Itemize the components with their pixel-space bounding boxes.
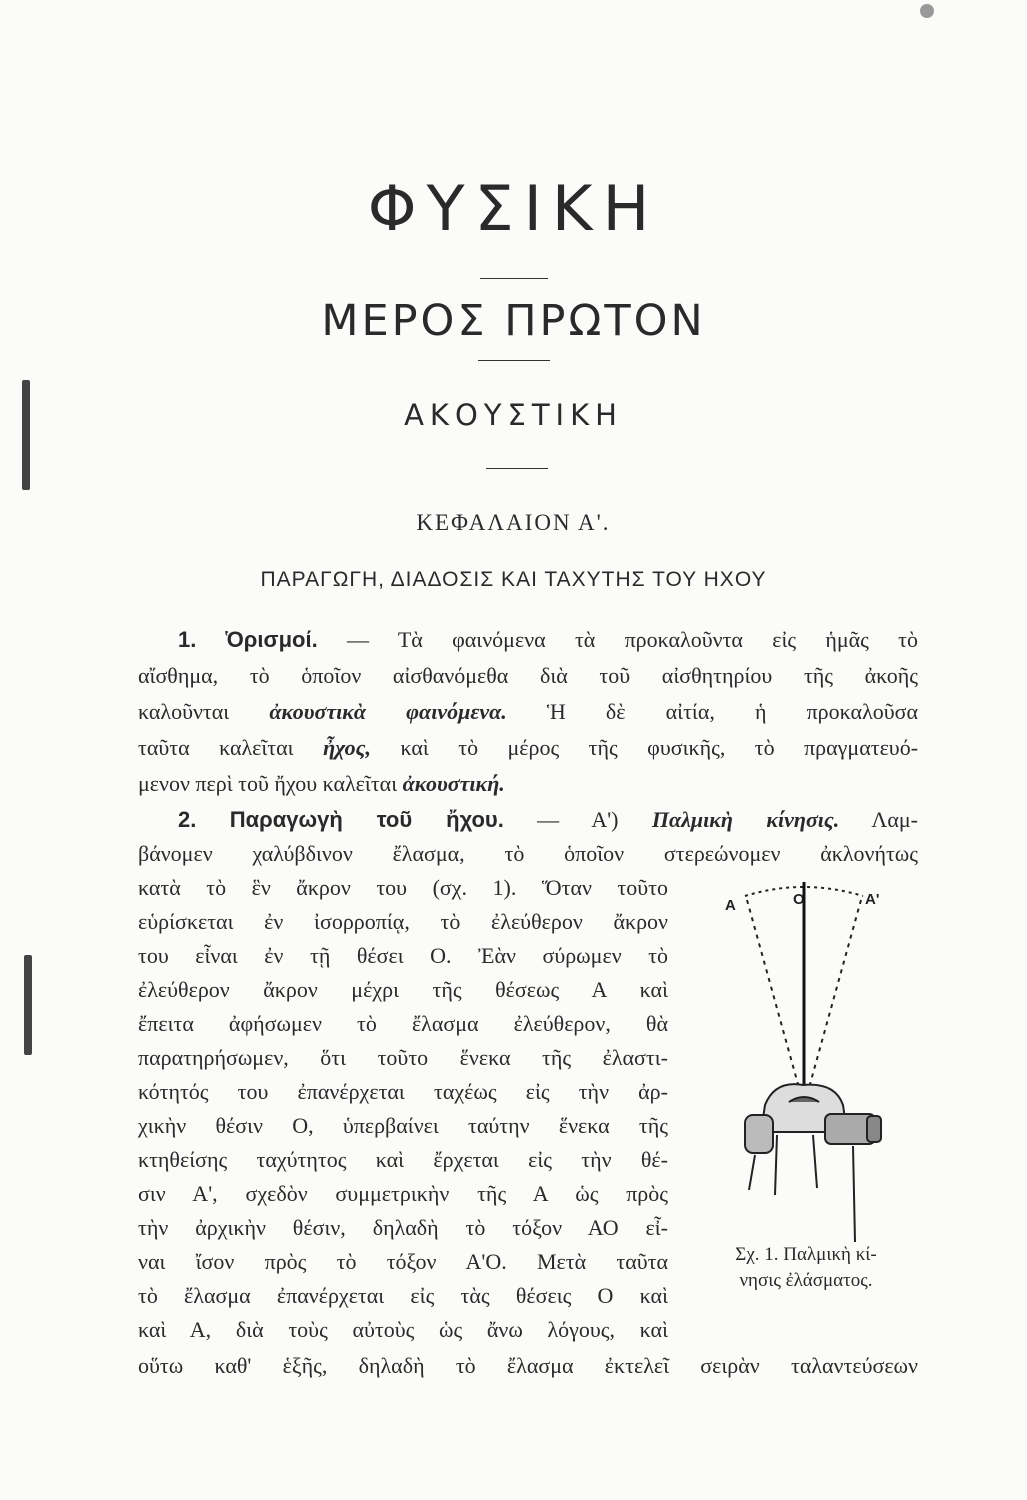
term: ἀκουστική. [402,771,505,796]
paragraph-line: κότητός του ἐπανέρχεται ταχέως εἰς τὴν ἀρ- [138,1079,668,1104]
divider [480,278,548,279]
paragraph-line: ναι ἴσον πρὸς τὸ τόξον Α'Ο. Μετὰ ταῦτα [138,1249,668,1274]
section-number: 2. [178,807,197,832]
divider [486,468,548,469]
section-heading: Παραγωγὴ τοῦ ἤχου. [229,807,504,832]
caption-line: Σχ. 1. Παλμικὴ κί- [735,1244,877,1265]
chapter-subtitle: ΠΑΡΑΓΩΓΗ, ΔΙΑΔΟΣΙΣ ΚΑΙ ΤΑΧΥΤΗΣ ΤΟΥ ΗΧΟΥ [260,568,767,591]
text-run: Λαμ- [871,807,918,832]
paragraph-line [178,804,918,836]
clamp-vise [745,1084,881,1242]
scan-speck [920,4,934,18]
text-run: μενον περὶ τοῦ ἤχου καλεῖται [138,771,398,796]
paragraph-line: παρατηρήσωμεν, ὅτι τοῦτο ἕνεκα τῆς ἐλαστι- [138,1045,668,1070]
text-run: — Τὰ φαινόμενα τὰ προκαλοῦντα εἰς ἡμᾶς τὸ [346,627,918,652]
paragraph-line: ἔπειτα ἀφήσωμεν τὸ ἔλασμα ἐλεύθερον, θὰ [138,1011,668,1036]
paragraph-line: του εἶναι ἐν τῇ θέσει Ο. Ἐὰν σύρωμεν τὸ [138,943,668,968]
paragraph-line: αἴσθημα, τὸ ὁποῖον αἰσθανόμεθα διὰ τοῦ αἰσθητηρίου τῆς ἀκοῆς [138,663,918,688]
paragraph-line: οὕτω καθ' ἑξῆς, δηλαδὴ τὸ ἔλασμα ἐκτελεῖ σειρὰν ταλαντεύσεων [138,1353,918,1378]
paragraph-line [138,732,918,764]
figure-label-o: Ο [793,891,805,908]
subject-heading: ΑΚΟΥΣΤΙΚΗ [404,398,623,432]
paragraph-line: τὴν ἀρχικὴν θέσιν, δηλαδὴ τὸ τόξον ΑΟ εἶ- [138,1215,668,1240]
blade-position-a-prime [807,900,861,1095]
paragraph-line: κτηθείσης ταχύτητος καὶ ἔρχεται εἰς τὴν θέ- [138,1147,668,1172]
text-run: Ἡ δὲ αἰτία, ἡ προκαλοῦσα [546,699,919,724]
binding-mark [24,955,32,1055]
blade-position-a [747,900,801,1095]
figure-label-a: Α [725,897,736,914]
paragraph-line: τὸ ἔλασμα ἐπανέρχεται εἰς τὰς θέσεις Ο καὶ [138,1283,668,1308]
term: ἀκουστικὰ φαινόμενα. [269,699,507,724]
paragraph-line: ἐλεύθερον ἄκρον μέχρι τῆς θέσεως Α καὶ [138,977,668,1002]
page-title: ΦΥΣΙΚΗ [367,172,660,245]
divider [478,360,550,361]
binding-mark [22,380,30,490]
section-heading: Ὁρισμοί. [225,627,318,652]
text-run: ταῦτα καλεῖται [138,735,294,760]
figure-caption [686,1242,926,1294]
term: ἦχος, [323,735,371,760]
figure-vibrating-blade [715,870,895,1250]
text-run: καὶ τὸ μέρος τῆς φυσικῆς, τὸ πραγματευό- [400,735,919,760]
caption-line: νησις ἐλάσματος. [739,1270,873,1291]
part-heading: ΜΕΡΟΣ ΠΡΩΤΟΝ [321,296,706,346]
paragraph-line: χικὴν θέσιν Ο, ὑπερβαίνει ταύτην ἕνεκα τῆς [138,1113,668,1138]
paragraph-line [138,696,918,728]
term: Παλμικὴ κίνησις. [651,807,840,832]
text-run: — Α') [537,807,619,832]
paragraph-line: σιν Α', σχεδὸν συμμετρικὴν τῆς Α ὡς πρὸς [138,1181,668,1206]
chapter-heading: ΚΕΦΑΛΑΙΟΝ Α'. [416,510,611,535]
paragraph-line: βάνομεν χαλύβδινον ἔλασμα, τὸ ὁποῖον στερεώνομεν ἀκλονήτως [138,841,918,866]
figure-label-a-prime: Α' [865,891,880,908]
section-number: 1. [178,627,197,652]
paragraph-line: εὑρίσκεται ἐν ἰσορροπίᾳ, τὸ ἐλεύθερον ἄκρον [138,909,668,934]
paragraph-line: καὶ Α, διὰ τοὺς αὐτοὺς ὡς ἄνω λόγους, καὶ [138,1317,668,1342]
text-run: καλοῦνται [138,699,230,724]
paragraph-line [138,768,505,800]
paragraph-line [178,624,918,656]
paragraph-line: κατὰ τὸ ἓν ἄκρον του (σχ. 1). Ὅταν τοῦτο [138,875,668,900]
